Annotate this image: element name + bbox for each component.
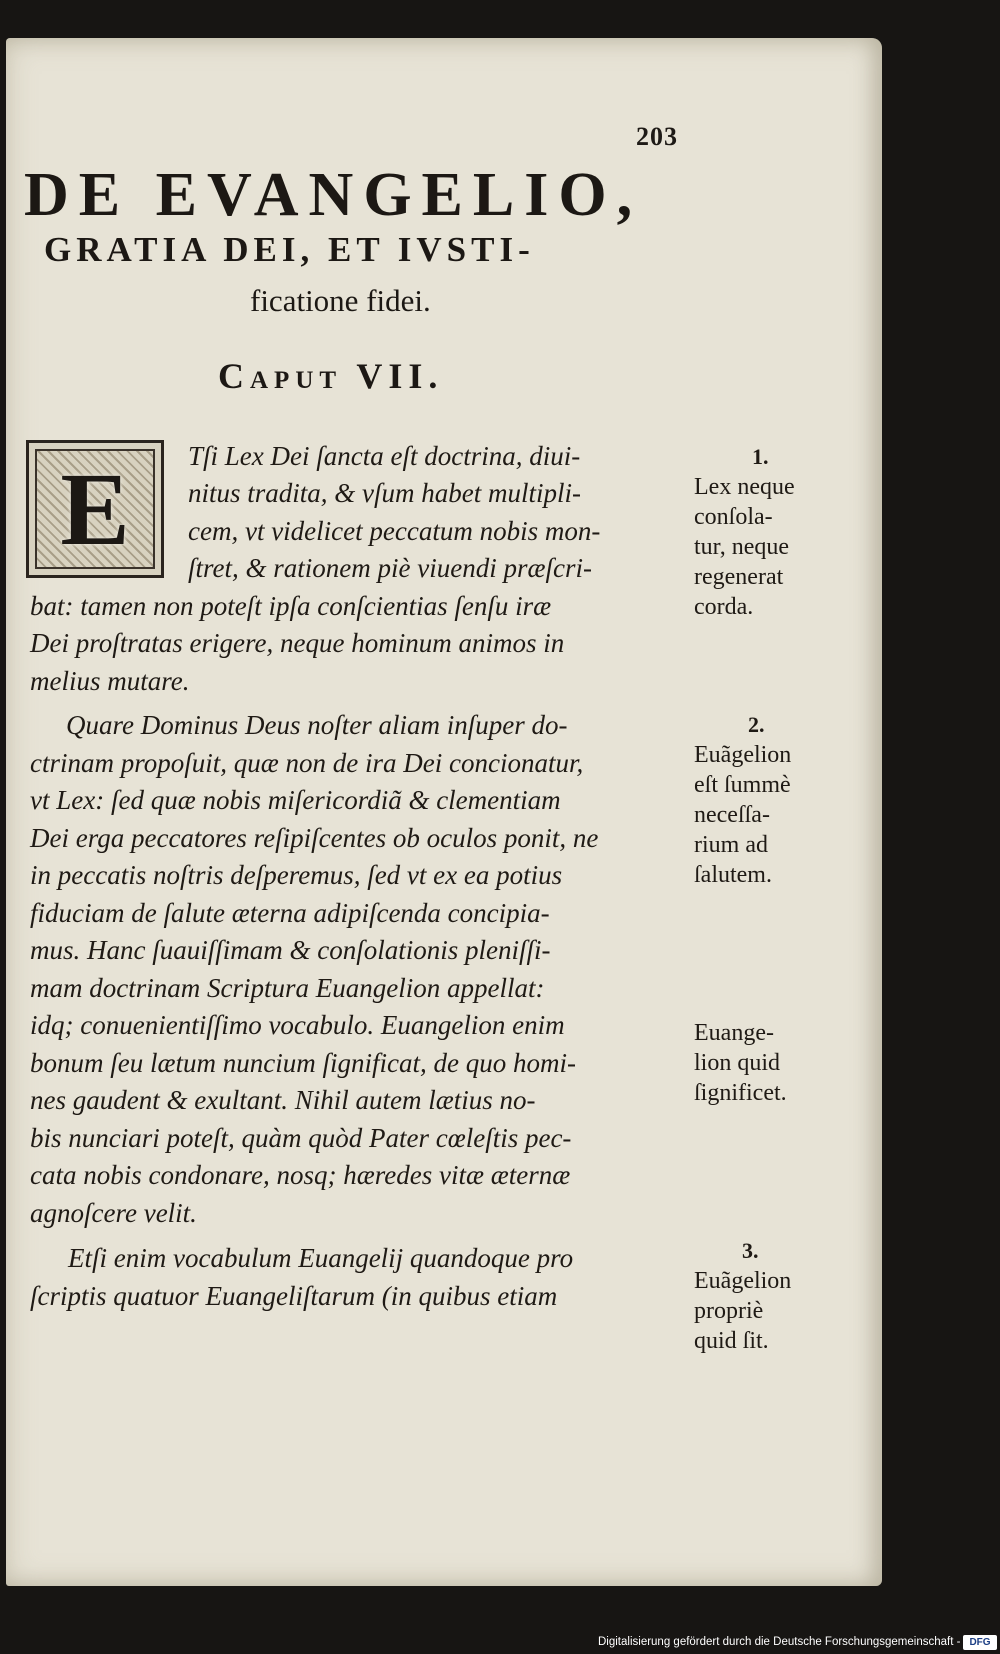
text-line: bonum ſeu lætum nuncium ſignificat, de quo homi-	[30, 1048, 576, 1078]
title-line-1: DE EVANGELIO,	[24, 161, 643, 229]
title-line-3: ficatione fidei.	[250, 283, 431, 318]
margin-note-line: Lex neque	[694, 474, 795, 500]
margin-note-number: 2.	[748, 712, 765, 737]
page-number: 203	[636, 122, 678, 151]
title-line-2: GRATIA DEI, ET IVSTI-	[44, 230, 535, 269]
text-line: cata nobis condonare, nosq; hæredes vitæ æternæ	[30, 1160, 571, 1190]
margin-note-line: conſola-	[694, 504, 773, 530]
margin-note-line: quid ſit.	[694, 1328, 769, 1354]
margin-note	[694, 740, 844, 890]
text-line: Dei erga peccatores reſipiſcentes ob oculos ponit, ne	[30, 823, 599, 853]
margin-note-line: tur, neque	[694, 534, 790, 560]
decorated-initial	[26, 440, 164, 578]
margin-note-line: propriè	[694, 1298, 764, 1324]
text-line: ctrinam propoſuit, quæ non de ira Dei concionatur,	[30, 748, 584, 778]
text-line: bat: tamen non poteſt ipſa conſcientias ſenſu iræ	[30, 591, 552, 621]
margin-note	[694, 1266, 844, 1356]
margin-note-line: ſalutem.	[694, 862, 772, 888]
text-line: nes gaudent & exultant. Nihil autem lætius no-	[30, 1085, 536, 1115]
margin-note-line: eſt ſummè	[694, 772, 791, 798]
text-line: mus. Hanc ſuauiſſimam & conſolationis pleniſſi-	[30, 935, 551, 965]
dfg-logo: DFG	[963, 1635, 997, 1650]
chapter-heading: Caput VII.	[218, 356, 444, 396]
margin-note	[694, 1018, 844, 1108]
text-line: idq; conuenientiſſimo vocabulo. Euangelion enim	[30, 1010, 565, 1040]
text-line: fiduciam de ſalute æterna adipiſcenda concipia-	[30, 898, 550, 928]
margin-note-line: rium ad	[694, 832, 768, 858]
margin-note-line: Euãgelion	[694, 742, 792, 768]
drop-cap-letter: E	[60, 451, 130, 567]
text-line: Etſi enim vocabulum Euangelij quandoque pro	[68, 1243, 574, 1273]
text-line: Dei proſtratas erigere, neque hominum animos in	[30, 628, 565, 658]
text-line: bis nunciari poteſt, quàm quòd Pater cœleſtis pec-	[30, 1123, 572, 1153]
text-line: nitus tradita, & vſum habet multipli-	[188, 478, 581, 508]
margin-note-number: 1.	[752, 444, 769, 469]
text-line: agnoſcere velit.	[30, 1198, 197, 1228]
margin-note	[694, 472, 844, 622]
text-line: cem, vt videlicet peccatum nobis mon-	[188, 516, 601, 546]
text-line: vt Lex: ſed quæ nobis miſericordiã & clementiam	[30, 785, 561, 815]
text-line: mam doctrinam Scriptura Euangelion appellat:	[30, 973, 545, 1003]
margin-note-line: corda.	[694, 594, 754, 620]
text-line: Tſi Lex Dei ſancta eſt doctrina, diui-	[188, 441, 581, 471]
text-line: Quare Dominus Deus noſter aliam inſuper do-	[66, 710, 568, 740]
margin-note-line: Euãgelion	[694, 1268, 792, 1294]
text-line: ſtret, & rationem piè viuendi præſcri-	[188, 553, 592, 583]
margin-note-line: Euange-	[694, 1020, 774, 1046]
margin-note-number: 3.	[742, 1238, 759, 1263]
digitization-credit: Digitalisierung gefördert durch die Deutsche Forschungsgemeinschaft -	[598, 1636, 961, 1648]
text-line: melius mutare.	[30, 666, 190, 696]
margin-note-line: lion quid	[694, 1050, 781, 1076]
text-line: ſcriptis quatuor Euangeliſtarum (in quibus etiam	[30, 1281, 558, 1311]
margin-note-line: neceſſa-	[694, 802, 770, 828]
margin-note-line: regenerat	[694, 564, 784, 590]
text-line: in peccatis noſtris deſperemus, ſed vt ex ea potius	[30, 860, 563, 890]
margin-note-line: ſignificet.	[694, 1080, 787, 1106]
